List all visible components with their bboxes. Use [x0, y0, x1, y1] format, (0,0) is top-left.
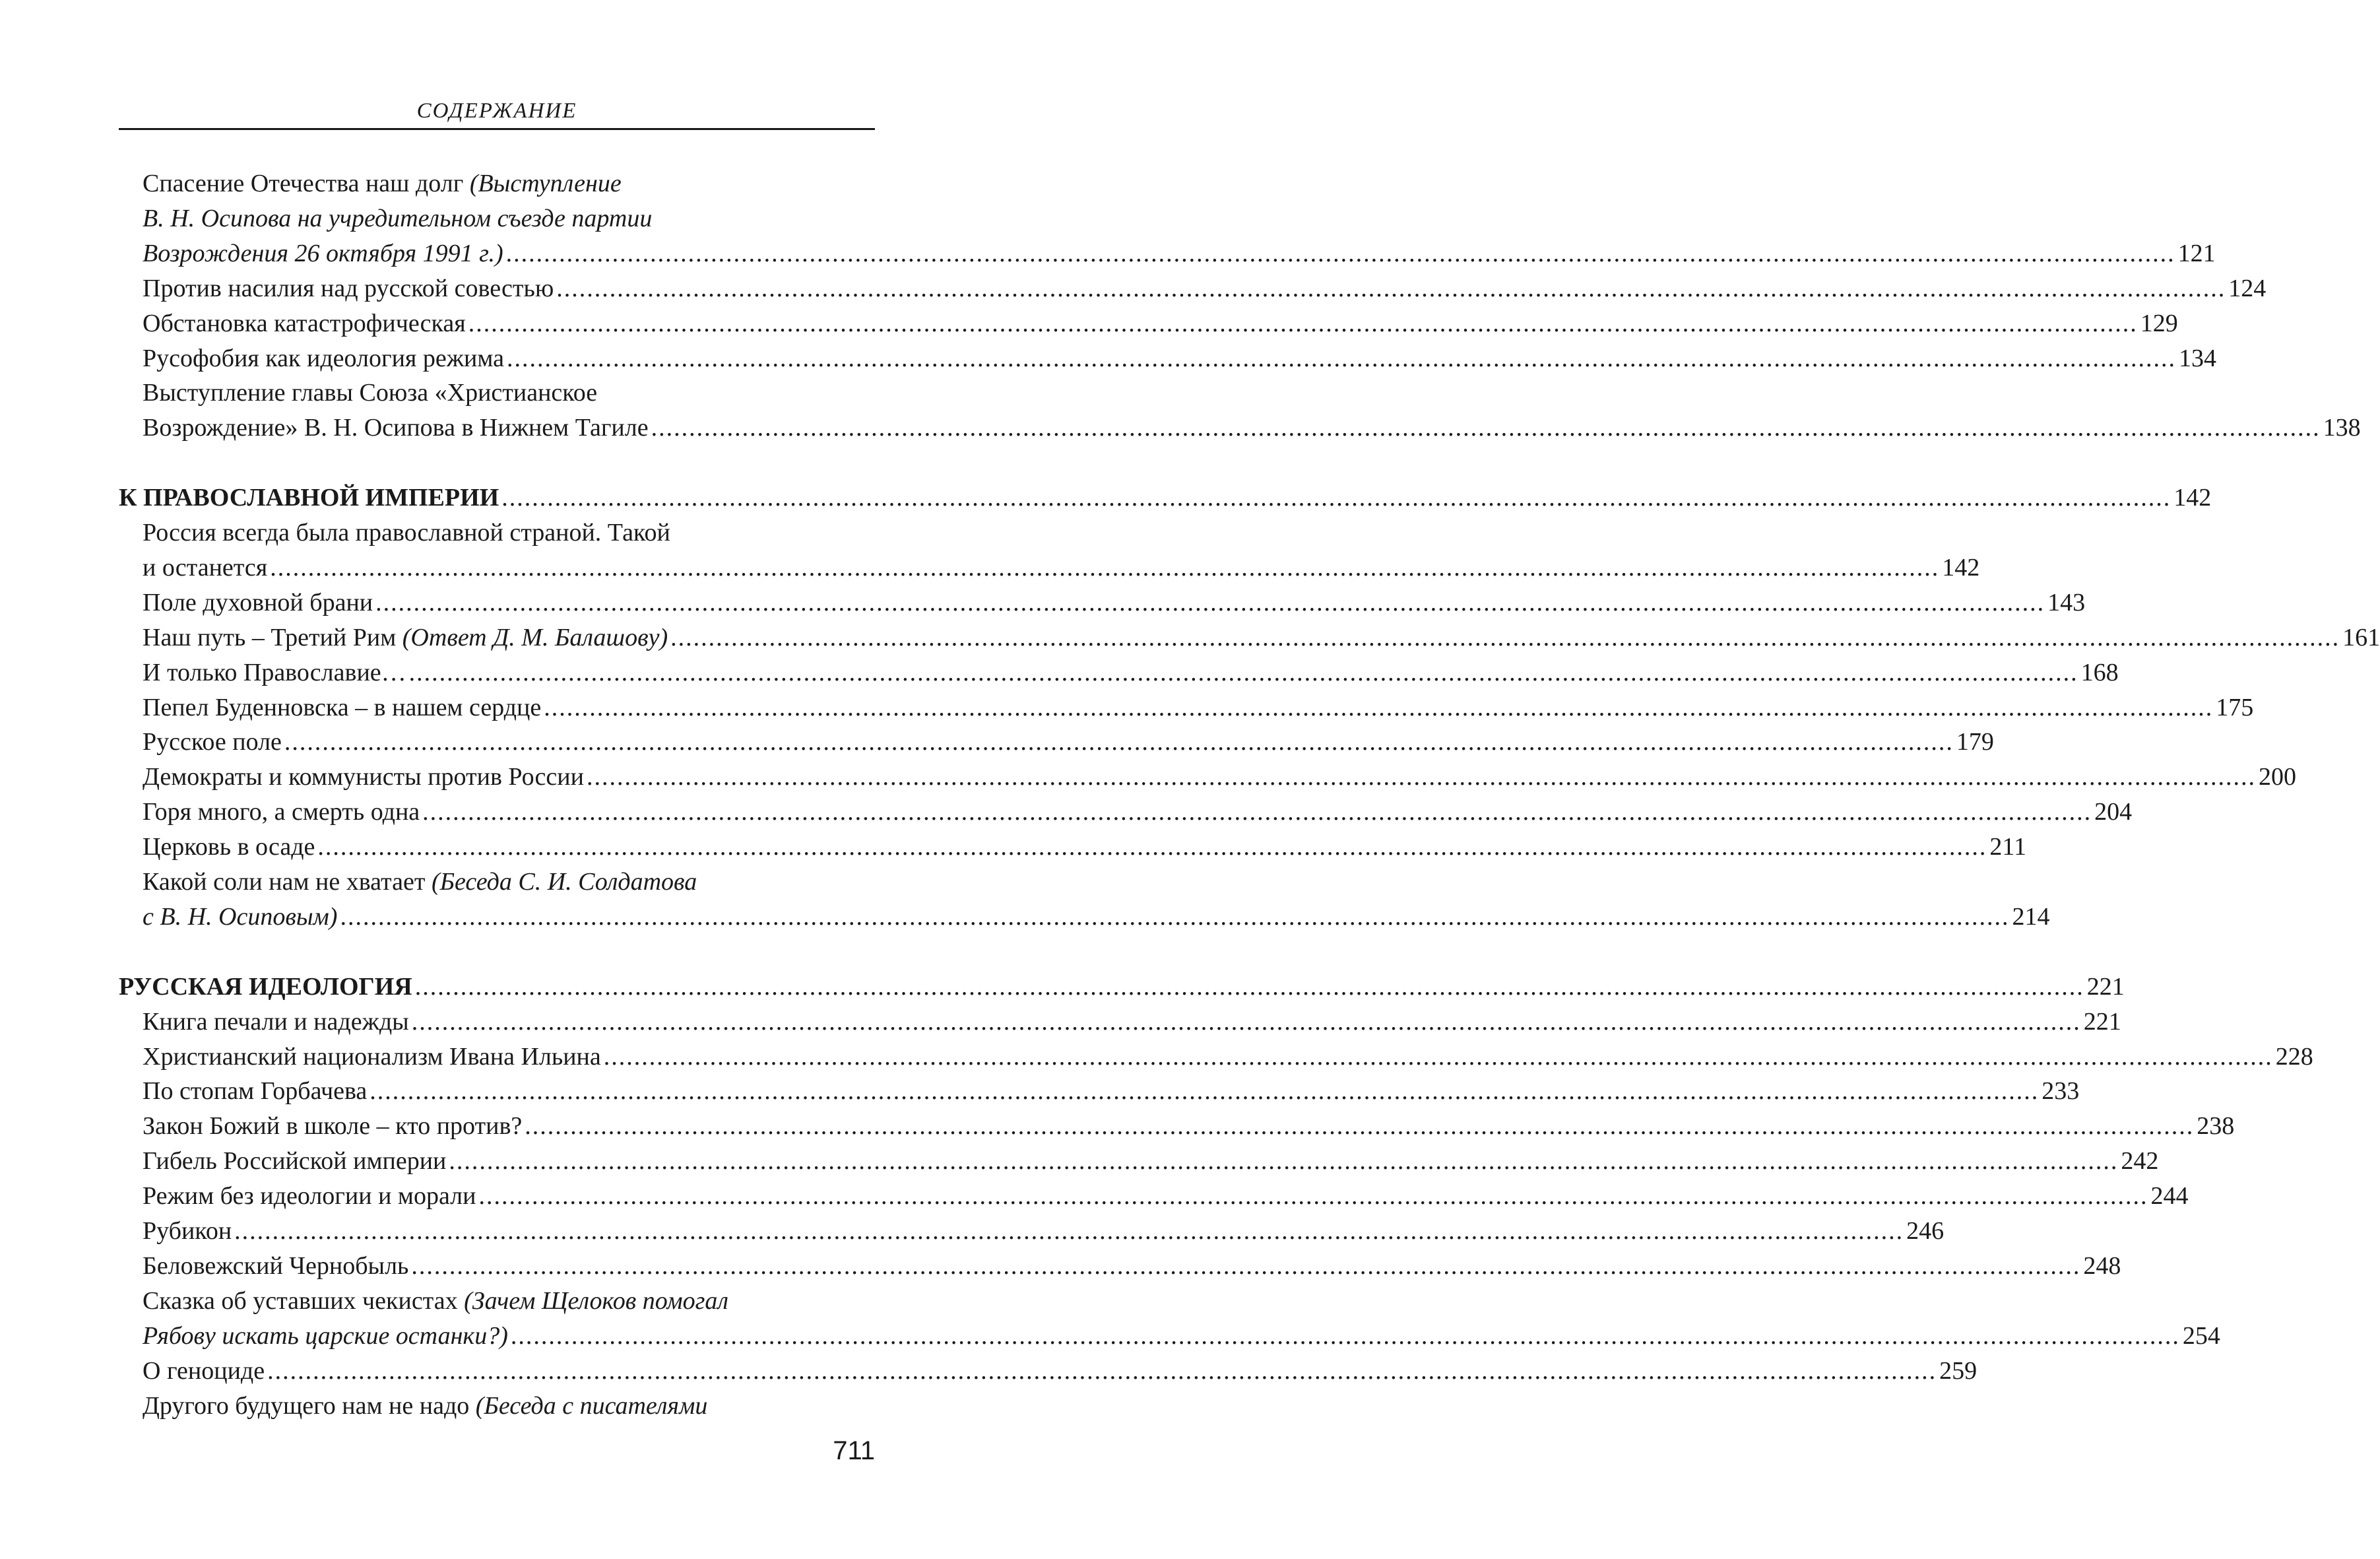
dot-leader: ............................................................................................................................................................................................................................ — [510, 1321, 2180, 1350]
dot-leader: ............................................................................................................................................................................................................................ — [375, 588, 2045, 616]
dot-leader: ............................................................................................................................................................................................................................ — [411, 1251, 2081, 1280]
toc-entry-text: Другого будущего нам не надо — [143, 1391, 476, 1420]
toc-entry-text: Поле духовной брани — [143, 588, 373, 616]
toc-entry — [143, 166, 875, 201]
toc-entry-title — [143, 1214, 232, 1248]
dot-leader: ............................................................................................................................................................................................................................ — [340, 902, 2010, 931]
toc-entry — [143, 1284, 875, 1318]
toc-page-number: 214 — [2012, 902, 2050, 931]
toc-page-number: 254 — [2182, 1321, 2220, 1350]
toc-page-number: 161 — [2342, 623, 2380, 651]
toc-entry-note: (Беседа С. И. Солдатова — [431, 868, 697, 896]
toc-entry — [143, 1389, 875, 1423]
toc-entry-text: Церковь в осаде — [143, 833, 315, 861]
toc-entry — [143, 795, 2133, 829]
toc-entry-text: Закон Божий в школе – кто против? — [143, 1112, 523, 1141]
toc-entry-title — [143, 1354, 265, 1388]
toc-entry-text: Книга печали и надежды — [143, 1007, 409, 1036]
toc-page-number: 228 — [2275, 1042, 2313, 1071]
toc-entry-text: Режим без идеологии и морали — [143, 1182, 476, 1211]
toc-page-number: 129 — [2140, 309, 2178, 337]
toc-entry-text: Выступление главы Союза «Христианское — [143, 379, 598, 407]
toc-entry-title — [143, 205, 652, 232]
toc-entry-text: РУССКАЯ ИДЕОЛОГИЯ — [119, 972, 412, 1001]
dot-leader: ............................................................................................................................................................................................................................ — [284, 728, 1954, 756]
dot-leader: ............................................................................................................................................................................................................................ — [422, 798, 2092, 826]
dot-leader: ............................................................................................................................................................................................................................ — [449, 1147, 2119, 1176]
toc-page-number: 242 — [2121, 1147, 2159, 1176]
toc-entry-text: Наш путь – Третий Рим — [143, 623, 402, 651]
dot-leader: ............................................................................................................................................................................................................................ — [411, 1007, 2081, 1036]
toc-entry-text: Какой соли нам не хватает — [143, 868, 432, 896]
toc-page-number: 200 — [2258, 763, 2296, 791]
dot-leader: ............................................................................................................................................................................................................................ — [501, 484, 2171, 512]
toc-entry-note: с В. Н. Осиповым) — [143, 902, 338, 931]
toc-entry-note: (Зачем Щелоков помогал — [464, 1286, 728, 1315]
toc-entry-note: Возрождения 26 октября 1991 г.) — [143, 239, 503, 267]
toc-entry-title — [143, 271, 554, 306]
toc-entry-text: Русофобия как идеология режима — [143, 344, 504, 372]
toc-page-number: 179 — [1956, 728, 1994, 756]
toc-entry-title — [143, 550, 267, 585]
toc-entry-title — [143, 725, 282, 759]
dot-leader: ............................................................................................................................................................................................................................ — [507, 344, 2176, 372]
toc-entry-text: Возрождение» В. Н. Осипова в Нижнем Тагиле — [143, 414, 649, 442]
toc-entry-text: Пепел Буденновска – в нашем сердце — [143, 693, 542, 721]
toc-entry-title — [143, 170, 622, 197]
toc-entry — [143, 830, 2026, 864]
toc-entry-title — [143, 1144, 446, 1178]
toc-entry — [143, 376, 875, 410]
toc-entry-text: Спасение Отечества наш долг — [143, 170, 470, 197]
toc-entry-title — [143, 1287, 728, 1315]
toc-page-number: 134 — [2179, 344, 2216, 372]
toc-entry-title — [143, 620, 668, 655]
toc-entry — [143, 341, 2216, 376]
toc-page-number: 175 — [2216, 693, 2254, 721]
toc-section-heading — [119, 970, 2125, 1004]
toc-entry-title — [143, 830, 315, 864]
toc-entry-note: В. Н. Осипова на учредительном съезде партии — [143, 204, 653, 232]
toc-entry-text: и останется — [143, 553, 268, 581]
toc-entry — [143, 1214, 1945, 1248]
toc-entry-title — [143, 1074, 367, 1108]
toc-entry-title — [143, 1392, 707, 1420]
toc-entry-note: (Ответ Д. М. Балашову) — [402, 623, 668, 651]
toc-entry — [143, 515, 875, 550]
dot-leader: ............................................................................................................................................................................................................................ — [525, 1112, 2195, 1141]
toc-entry-text: Против насилия над русской совестью — [143, 274, 554, 302]
toc-entry-title — [143, 1179, 476, 1213]
dot-leader: ............................................................................................................................................................................................................................ — [370, 1077, 2040, 1106]
toc-entry — [143, 1179, 2189, 1213]
toc-entry-title — [143, 585, 373, 620]
toc-entry — [143, 620, 2380, 655]
toc-page-number: 121 — [2177, 239, 2216, 267]
toc-entry — [143, 690, 2254, 725]
toc-section-heading — [119, 481, 2212, 515]
toc-entry-title — [143, 411, 649, 445]
toc-page-number: 221 — [2086, 972, 2125, 1001]
toc-entry — [143, 411, 2361, 445]
toc-entry-title — [143, 690, 541, 725]
toc-entry-text: Россия всегда была православной страной. Такой — [143, 519, 670, 547]
toc-page-number: 124 — [2228, 274, 2267, 302]
toc-page-number: 168 — [2080, 658, 2119, 686]
toc-entry — [143, 865, 875, 899]
toc-entry — [143, 760, 2296, 794]
toc-entry-title — [143, 900, 337, 934]
toc-entry-title — [143, 795, 420, 829]
toc-entry — [143, 306, 2178, 341]
toc-entry — [143, 1319, 2220, 1353]
toc-page-number: 246 — [1906, 1217, 1945, 1245]
toc-page-number: 238 — [2197, 1112, 2235, 1141]
toc-entry-text: И только Православие… — [143, 658, 406, 686]
toc-entry-text: Гибель Российской империи — [143, 1147, 447, 1176]
toc-page-number: 138 — [2323, 414, 2361, 442]
toc-entry — [143, 201, 875, 236]
toc-entry — [143, 1040, 2313, 1074]
toc-entry-text: Русское поле — [143, 728, 282, 756]
toc-page-number: 204 — [2094, 798, 2133, 826]
toc-entry-text: Христианский национализм Ивана Ильина — [143, 1042, 601, 1071]
toc-entry-note: Рябову искать царские останки?) — [143, 1321, 508, 1350]
toc-entry-note: (Выступление — [469, 170, 622, 197]
toc-entry-title — [143, 306, 466, 341]
toc-entry-text: Рубикон — [143, 1217, 232, 1245]
dot-leader: ............................................................................................................................................................................................................................ — [556, 274, 2226, 302]
toc-entry-title — [143, 379, 597, 407]
toc-entry-title — [143, 868, 697, 896]
toc-entry-title — [143, 655, 406, 690]
toc-page-number: 259 — [1939, 1356, 1978, 1385]
toc-entry-title — [143, 1040, 601, 1074]
toc-entry-title — [143, 1109, 522, 1143]
dot-leader: ............................................................................................................................................................................................................................ — [670, 623, 2340, 651]
toc-page-number: 142 — [2173, 484, 2212, 512]
toc-entry-title — [143, 1319, 508, 1353]
toc-entry-title — [143, 341, 504, 376]
header-rule — [119, 128, 875, 130]
toc-entry — [143, 725, 1994, 759]
toc-page-number: 233 — [2042, 1077, 2080, 1106]
toc-entry-title — [119, 970, 412, 1004]
toc-entry-text: Беловежский Чернобыль — [143, 1251, 409, 1280]
dot-leader: ............................................................................................................................................................................................................................ — [478, 1182, 2148, 1211]
dot-leader: ............................................................................................................................................................................................................................ — [544, 693, 2214, 721]
toc-entry-title — [143, 236, 503, 271]
dot-leader: ............................................................................................................................................................................................................................ — [468, 309, 2138, 337]
running-head: СОДЕРЖАНИЕ — [416, 99, 577, 123]
dot-leader: ............................................................................................................................................................................................................................ — [603, 1042, 2273, 1071]
dot-leader: ............................................................................................................................................................................................................................ — [270, 553, 1940, 581]
dot-leader: ............................................................................................................................................................................................................................ — [267, 1356, 1937, 1385]
toc-entry-title — [143, 1249, 408, 1283]
toc-page-number: 248 — [2083, 1251, 2121, 1280]
toc-entry-title — [143, 1005, 409, 1039]
toc-entry-title — [143, 760, 584, 794]
toc-entry-text: По стопам Горбачева — [143, 1077, 368, 1106]
toc-entry — [143, 1074, 2080, 1108]
toc-entry — [143, 1249, 2121, 1283]
toc-entry-title — [119, 481, 499, 515]
toc-entry — [143, 1109, 2235, 1143]
dot-leader: ............................................................................................................................................................................................................................ — [586, 763, 2256, 791]
toc-page-number: 143 — [2047, 588, 2086, 616]
toc-entry — [143, 655, 2119, 690]
toc-entry — [143, 1144, 2159, 1178]
toc-entry — [143, 550, 1980, 585]
dot-leader: ............................................................................................................................................................................................................................ — [317, 833, 1987, 861]
dot-leader: ............................................................................................................................................................................................................................ — [408, 658, 2078, 686]
toc-entry-title — [143, 519, 670, 547]
dot-leader: ............................................................................................................................................................................................................................ — [651, 414, 2321, 442]
toc-entry-note: (Беседа с писателями — [475, 1391, 708, 1420]
toc-page-number: 211 — [1989, 833, 2026, 861]
dot-leader: ............................................................................................................................................................................................................................ — [234, 1217, 1904, 1245]
toc-entry-text: Демократы и коммунисты против России — [143, 763, 584, 791]
toc-entry — [143, 585, 2086, 620]
toc-entry-text: Сказка об уставших чекистах — [143, 1286, 465, 1315]
toc-entry — [143, 271, 2267, 306]
dot-leader: ............................................................................................................................................................................................................................ — [414, 972, 2084, 1001]
toc-entry-text: О геноциде — [143, 1356, 265, 1385]
toc-page-number: 221 — [2083, 1007, 2121, 1036]
toc-entry — [143, 1005, 2121, 1039]
toc-entry-text: К ПРАВОСЛАВНОЙ ИМПЕРИИ — [119, 484, 499, 512]
toc-entry — [143, 900, 2050, 934]
toc-page-number: 142 — [1942, 553, 1980, 581]
toc-page-number: 244 — [2150, 1182, 2189, 1211]
toc-entry-text: Горя много, а смерть одна — [143, 798, 420, 826]
toc-entry-text: Обстановка катастрофическая — [143, 309, 466, 337]
toc-entry — [143, 236, 2216, 271]
page-number: 711 — [833, 1436, 875, 1465]
dot-leader: ............................................................................................................................................................................................................................ — [505, 239, 2175, 267]
toc-entry — [143, 1354, 1978, 1388]
